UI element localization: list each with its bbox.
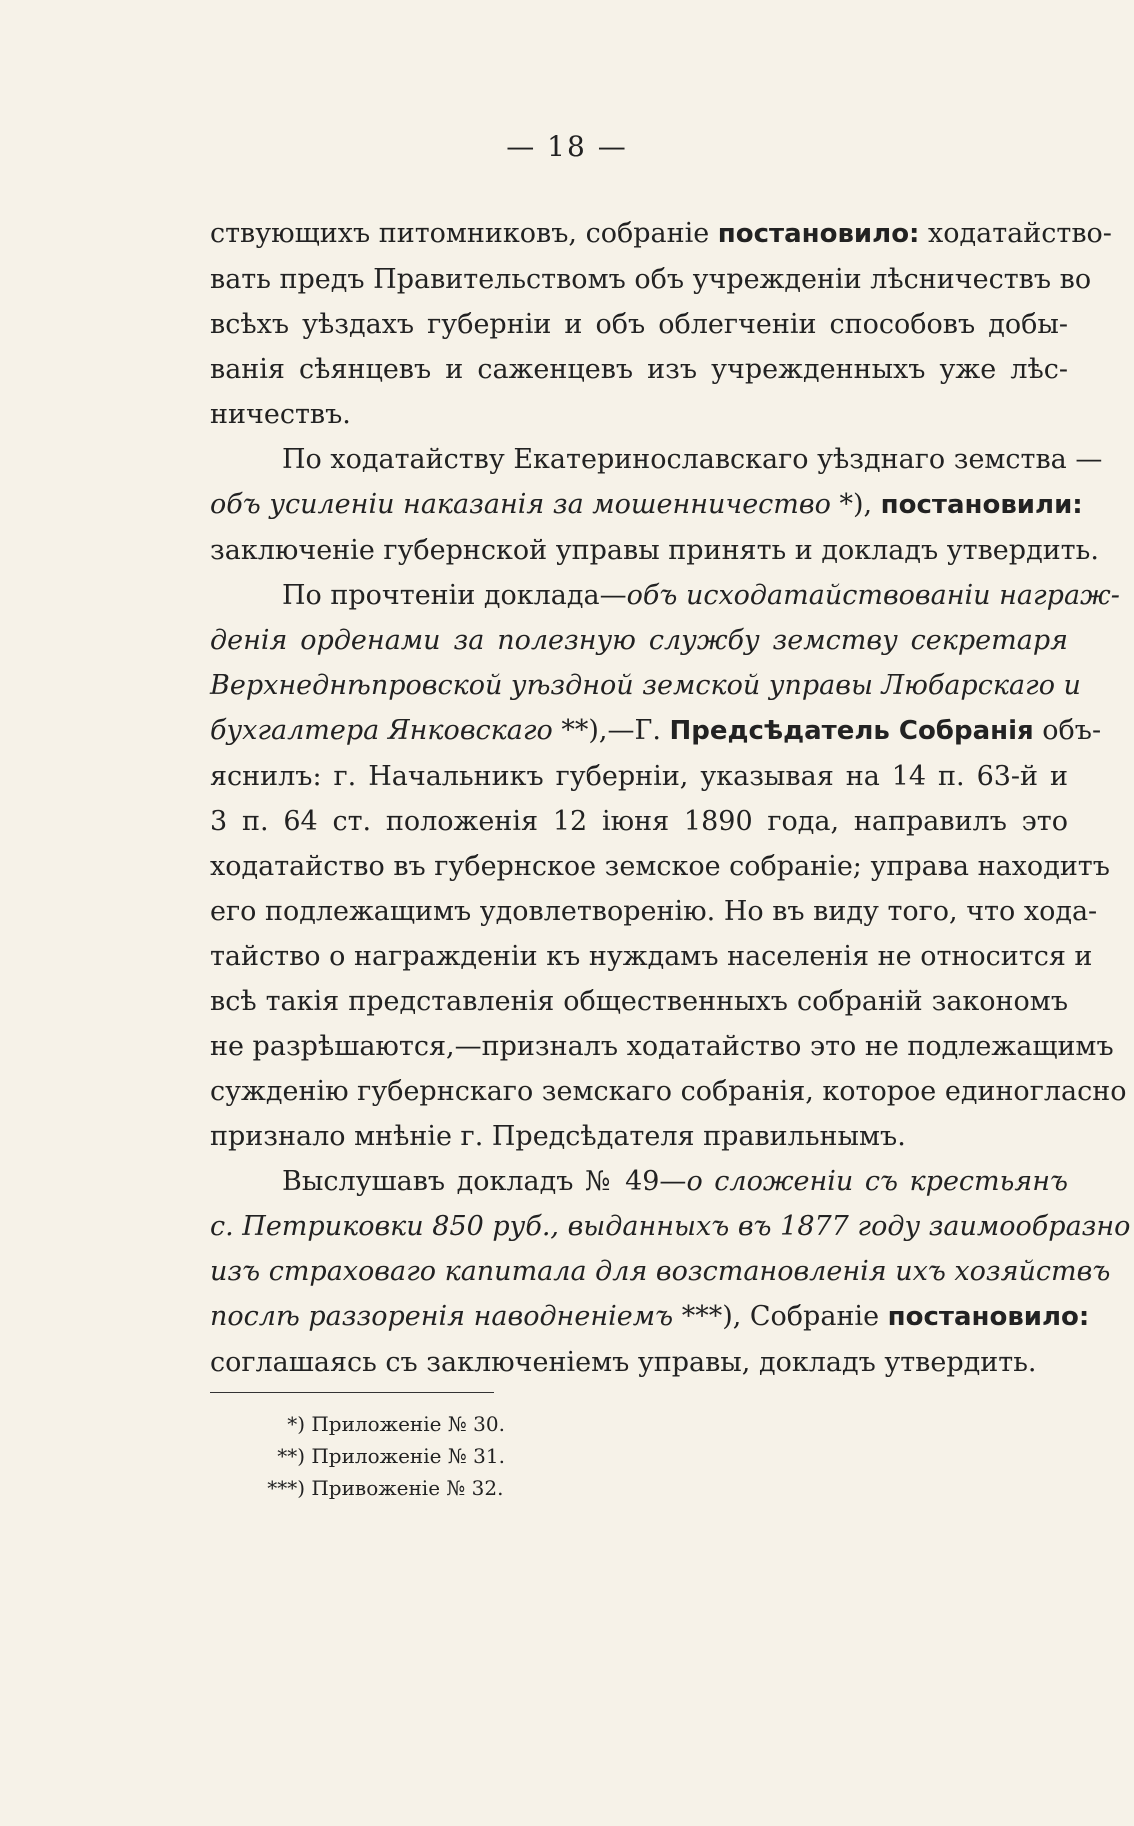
text-line: Верхнеднѣпровской уѣздной земской управы Любарскаго и bbox=[210, 670, 1081, 701]
footnote-text: Привоженіе № 32. bbox=[305, 1476, 504, 1500]
text-line: всѣ такія представленія общественныхъ собраній закономъ bbox=[210, 986, 1068, 1017]
italic-topic: объ исходатайствованіи награж- bbox=[626, 580, 1120, 611]
text-line: ванія сѣянцевъ и саженцевъ изъ учрежденныхъ уже лѣс- bbox=[210, 354, 1068, 385]
italic-topic: объ усиленіи наказанія за мошенничество bbox=[210, 489, 831, 520]
decision-keyword: постановило: bbox=[887, 1302, 1090, 1332]
footnote-text: Приложеніе № 31. bbox=[305, 1444, 505, 1468]
text-line bbox=[210, 1294, 1090, 1340]
text-line: признало мнѣніе г. Предсѣдателя правильнымъ. bbox=[210, 1121, 906, 1152]
footnote-ref: ***), Собраніе bbox=[673, 1301, 888, 1332]
text-line: с. Петриковки 850 руб., выданныхъ въ 1877 году заимообразно bbox=[210, 1211, 1131, 1242]
text-line: денія орденами за полезную службу земству секретаря bbox=[210, 625, 1068, 656]
text-line: всѣхъ уѣздахъ губерніи и объ облегченіи способовъ добы- bbox=[210, 309, 1068, 340]
text-line: По ходатайству Екатеринославскаго уѣзднаго земства — bbox=[282, 444, 1103, 475]
text-line bbox=[210, 482, 1083, 528]
footnote bbox=[210, 1408, 610, 1440]
decision-keyword: постановило: bbox=[717, 219, 920, 249]
italic-topic: послѣ раззоренія наводненіемъ bbox=[210, 1301, 674, 1332]
footnote-ref: *), bbox=[830, 489, 881, 520]
footnote bbox=[210, 1440, 610, 1472]
text-line: изъ страховаго капитала для возстановленія ихъ хозяйствъ bbox=[210, 1256, 1111, 1287]
body-text bbox=[210, 211, 1131, 1385]
text-line: соглашаясь съ заключеніемъ управы, докладъ утвердить. bbox=[210, 1347, 1037, 1378]
italic-topic: о сложеніи съ крестьянъ bbox=[686, 1166, 1068, 1197]
text-run: По прочтеніи доклада— bbox=[282, 580, 627, 611]
footnote-divider bbox=[210, 1392, 494, 1393]
text-line bbox=[210, 708, 1102, 754]
text-line bbox=[210, 573, 1120, 618]
text-run: ствующихъ питомниковъ, собраніе bbox=[210, 218, 718, 249]
text-run: объ- bbox=[1033, 715, 1102, 746]
text-line bbox=[210, 211, 1112, 257]
text-line: сужденію губернскаго земскаго собранія, которое единогласно bbox=[210, 1076, 1127, 1107]
chairman-title: Предсѣдатель Собранія bbox=[669, 716, 1034, 746]
text-run: ходатайство- bbox=[919, 218, 1112, 249]
text-line: ходатайство въ губернское земское собраніе; управа находитъ bbox=[210, 851, 1110, 882]
footnote bbox=[210, 1472, 610, 1504]
italic-topic: бухгалтера Янковскаго bbox=[210, 715, 553, 746]
footnote-mark: **) bbox=[277, 1444, 305, 1468]
text-line: его подлежащимъ удовлетворенію. Но въ виду того, что хода- bbox=[210, 896, 1098, 927]
text-line: 3 п. 64 ст. положенія 12 іюня 1890 года, направилъ это bbox=[210, 806, 1068, 837]
text-line bbox=[210, 1159, 1068, 1204]
footnote-mark: *) bbox=[287, 1412, 305, 1436]
text-line: яснилъ: г. Начальникъ губерніи, указывая на 14 п. 63-й и bbox=[210, 761, 1068, 792]
text-line: тайство о награжденіи къ нуждамъ населенія не относится и bbox=[210, 941, 1093, 972]
footnote-ref: **),—Г. bbox=[552, 715, 670, 746]
footnote-text: Приложеніе № 30. bbox=[305, 1412, 505, 1436]
text-line: вать предъ Правительствомъ объ учрежденіи лѣсничествъ во bbox=[210, 264, 1092, 295]
text-line: заключеніе губернской управы принять и докладъ утвердить. bbox=[210, 535, 1099, 566]
footnote-mark: ***) bbox=[267, 1476, 305, 1500]
text-line: ничествъ. bbox=[210, 399, 351, 430]
decision-keyword: постановили: bbox=[880, 490, 1083, 520]
footnotes bbox=[210, 1408, 610, 1504]
page-number: — 18 — bbox=[506, 130, 628, 163]
text-run: Выслушавъ докладъ № 49— bbox=[282, 1166, 687, 1197]
text-line: не разрѣшаются,—призналъ ходатайство это не подлежащимъ bbox=[210, 1031, 1114, 1062]
